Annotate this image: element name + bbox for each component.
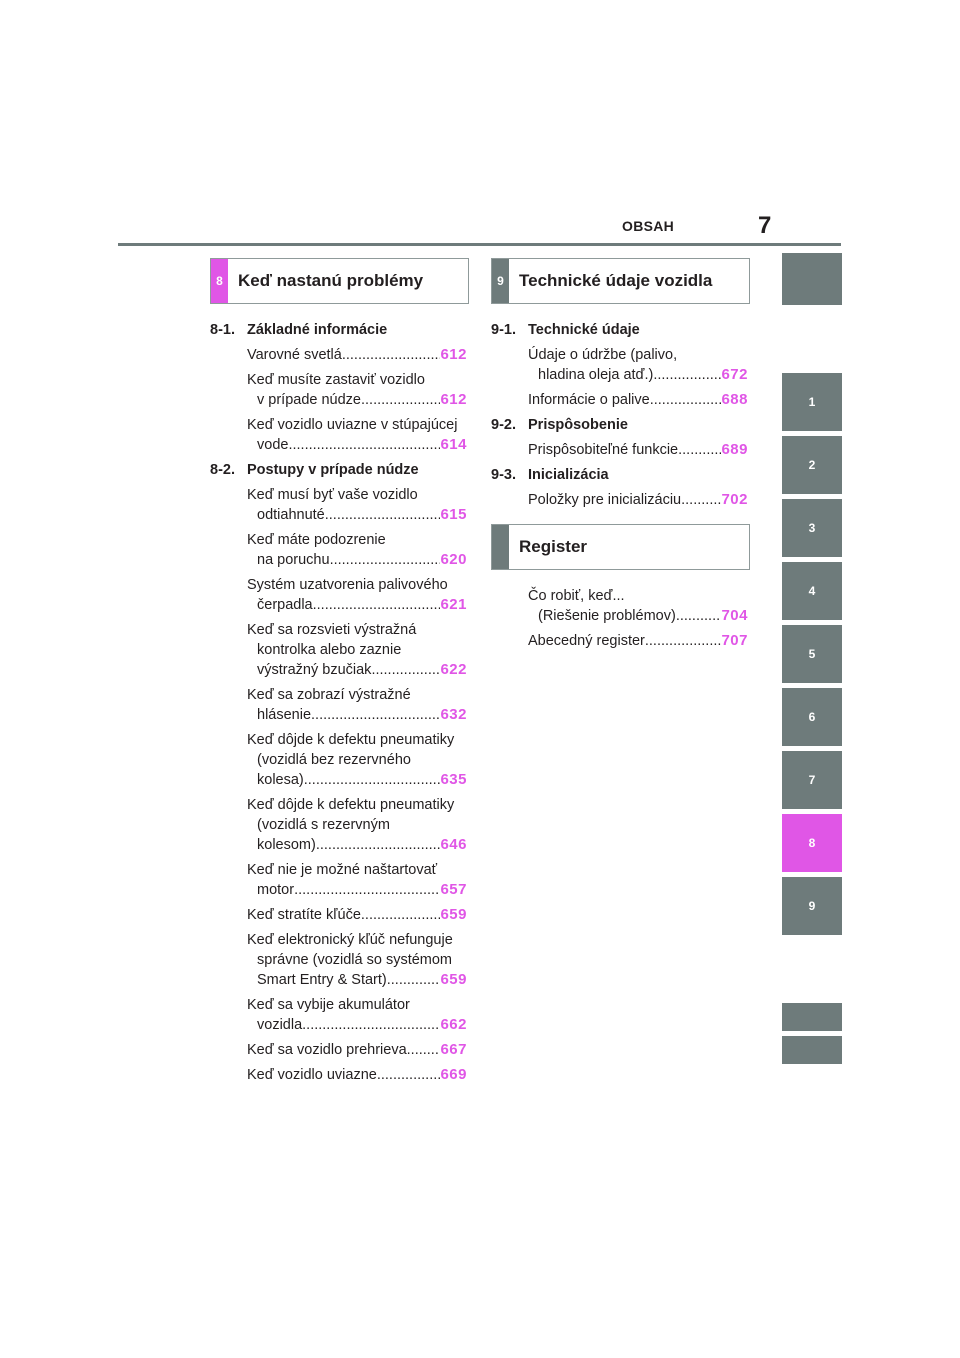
toc-group-heading[interactable] xyxy=(210,460,467,480)
toc-entry-line xyxy=(528,490,748,510)
page-link[interactable]: 659 xyxy=(440,906,467,923)
toc-entry-line xyxy=(247,435,467,455)
section-8-tab: 8 xyxy=(211,259,228,303)
toc-entry[interactable] xyxy=(247,685,467,725)
toc-entry-line xyxy=(528,390,748,410)
dot-leader xyxy=(676,606,722,626)
register-tab xyxy=(492,525,509,569)
toc-entry-text: Položky pre inicializáciu xyxy=(528,492,682,508)
toc-entry-line xyxy=(247,705,467,725)
side-tab-7[interactable]: 7 xyxy=(782,751,842,809)
toc-group-title: Inicializácia xyxy=(528,467,609,483)
toc-entry-text: Keď sa vozidlo prehrieva xyxy=(247,1042,407,1058)
toc-entry-text: Keď elektronický kľúč nefunguje xyxy=(247,932,453,948)
toc-entry-line xyxy=(247,660,467,680)
toc-entry[interactable] xyxy=(247,530,467,570)
toc-group-number: 8-1. xyxy=(210,322,235,338)
section-9-title: Technické údaje vozidla xyxy=(519,271,713,290)
toc-group-heading[interactable] xyxy=(491,320,748,340)
toc-entry-text: Keď vozidlo uviazne xyxy=(247,1067,377,1083)
page-link[interactable]: 702 xyxy=(721,491,748,508)
toc-entry-line xyxy=(247,835,467,855)
side-tab-blank-top[interactable] xyxy=(782,253,842,305)
dot-leader xyxy=(645,631,722,651)
toc-entry-text: na poruchu xyxy=(257,552,330,568)
toc-entry-line xyxy=(528,606,748,626)
toc-entry-text: Keď sa zobrazí výstražné xyxy=(247,687,411,703)
toc-entry-text: Informácie o palive xyxy=(528,392,650,408)
dot-leader xyxy=(387,970,441,990)
side-tab-4[interactable]: 4 xyxy=(782,562,842,620)
side-tab-6[interactable]: 6 xyxy=(782,688,842,746)
toc-group-number: 9-3. xyxy=(491,467,516,483)
toc-entry-text: v prípade núdze xyxy=(257,392,361,408)
dot-leader xyxy=(361,390,440,410)
dot-leader xyxy=(311,705,440,725)
page-link[interactable]: 662 xyxy=(440,1016,467,1033)
page-link[interactable]: 689 xyxy=(721,441,748,458)
toc-entry[interactable] xyxy=(528,586,748,626)
page-link[interactable]: 620 xyxy=(440,551,467,568)
page-link[interactable]: 704 xyxy=(721,607,748,624)
toc-entry-text: hlásenie xyxy=(257,707,312,723)
toc-entry-text: Údaje o údržbe (palivo, xyxy=(528,347,678,363)
dot-leader xyxy=(407,1040,441,1060)
dot-leader xyxy=(377,1065,441,1085)
toc-entry-line xyxy=(528,365,748,385)
toc-entry-text: Prispôsobiteľné funkcie xyxy=(528,442,679,458)
toc-entry-text: Keď musí byť vaše vozidlo xyxy=(247,487,418,503)
toc-entry[interactable] xyxy=(528,440,748,460)
toc-entry-text: vode xyxy=(257,437,289,453)
toc-entry-text: výstražný bzučiak xyxy=(257,662,372,678)
side-tab-2[interactable]: 2 xyxy=(782,436,842,494)
dot-leader xyxy=(678,440,721,460)
page-number: 7 xyxy=(758,212,772,239)
toc-entry-line xyxy=(247,1065,467,1085)
toc-entry[interactable] xyxy=(247,485,467,525)
toc-entry[interactable] xyxy=(528,345,748,385)
toc-entry-text: kolesa) xyxy=(257,772,304,788)
dot-leader xyxy=(325,505,441,525)
toc-entry-text: Varovné svetlá xyxy=(247,347,342,363)
toc-entry[interactable] xyxy=(528,490,748,510)
section-8-title: Keď nastanú problémy xyxy=(238,271,424,290)
toc-entry-text: Keď vozidlo uviazne v stúpajúcej xyxy=(247,417,458,433)
toc-group-title: Prispôsobenie xyxy=(528,417,628,433)
section-9-tab: 9 xyxy=(492,259,509,303)
register-header xyxy=(491,524,750,570)
toc-left xyxy=(210,320,467,1090)
toc-entry-text: kontrolka alebo zaznie xyxy=(257,642,402,658)
toc-entry-text: vozidla xyxy=(257,1017,303,1033)
side-tab-blank-bottom-2[interactable] xyxy=(782,1036,842,1064)
toc-entry-line xyxy=(528,631,748,651)
toc-register xyxy=(491,586,748,656)
toc-entry-text: kolesom) xyxy=(257,837,316,853)
toc-entry-line xyxy=(247,1040,467,1060)
toc-entry-line xyxy=(247,550,467,570)
toc-entry-text: hladina oleja atď.) xyxy=(538,367,654,383)
toc-entry-text: Keď musíte zastaviť vozidlo xyxy=(247,372,425,388)
toc-entry[interactable] xyxy=(247,345,467,365)
toc-entry[interactable] xyxy=(247,795,467,855)
toc-entry[interactable] xyxy=(247,730,467,790)
toc-group-number: 8-2. xyxy=(210,462,235,478)
page-link[interactable]: 657 xyxy=(440,881,467,898)
toc-entry-text: (Riešenie problémov) xyxy=(538,608,676,624)
toc-entry-text: Smart Entry & Start) xyxy=(257,972,387,988)
page-link[interactable]: 669 xyxy=(440,1066,467,1083)
dot-leader xyxy=(313,595,441,615)
side-tab-5[interactable]: 5 xyxy=(782,625,842,683)
toc-entry[interactable] xyxy=(247,620,467,680)
toc-entry-text: Keď sa vybije akumulátor xyxy=(247,997,410,1013)
toc-entry-line xyxy=(247,390,467,410)
page-link[interactable]: 612 xyxy=(440,391,467,408)
header-title: OBSAH xyxy=(622,218,675,234)
toc-entry[interactable] xyxy=(247,930,467,990)
toc-entry-text: Keď stratíte kľúče xyxy=(247,907,361,923)
dot-leader xyxy=(342,345,441,365)
toc-entry-line xyxy=(247,345,467,365)
section-8-header xyxy=(210,258,469,304)
toc-entry-text: Keď sa rozsvieti výstražná xyxy=(247,622,417,638)
page-link[interactable]: 646 xyxy=(440,836,467,853)
toc-group-heading[interactable] xyxy=(491,465,748,485)
page-link[interactable]: 707 xyxy=(721,632,748,649)
toc-entry-text: Keď dôjde k defektu pneumatiky xyxy=(247,732,455,748)
page-link[interactable]: 621 xyxy=(440,596,467,613)
page-link[interactable]: 688 xyxy=(721,391,748,408)
toc-entry-text: (vozidlá s rezervným xyxy=(257,817,390,833)
toc-entry-text: čerpadla xyxy=(257,597,313,613)
toc-entry-line xyxy=(247,595,467,615)
toc-entry-line xyxy=(247,880,467,900)
toc-entry-text: správne (vozidlá so systémom xyxy=(257,952,453,968)
toc-entry[interactable] xyxy=(247,860,467,900)
dot-leader xyxy=(316,835,441,855)
toc-group-number: 9-1. xyxy=(491,322,516,338)
dot-leader xyxy=(361,905,441,925)
dot-leader xyxy=(302,1015,440,1035)
toc-right xyxy=(491,320,748,515)
toc-group-title: Základné informácie xyxy=(247,322,388,338)
toc-entry-text: Keď máte podozrenie xyxy=(247,532,386,548)
page-link[interactable]: 635 xyxy=(440,771,467,788)
toc-group-heading[interactable] xyxy=(491,415,748,435)
side-tab-8[interactable]: 8 xyxy=(782,814,842,872)
toc-entry-text: motor xyxy=(257,882,295,898)
register-title: Register xyxy=(519,537,588,556)
toc-entry[interactable] xyxy=(528,390,748,410)
page-link[interactable]: 622 xyxy=(440,661,467,678)
dot-leader xyxy=(681,490,721,510)
toc-group-heading[interactable] xyxy=(210,320,467,340)
toc-entry-line xyxy=(247,505,467,525)
page-link[interactable]: 614 xyxy=(440,436,467,453)
side-tab-3[interactable]: 3 xyxy=(782,499,842,557)
toc-entry[interactable] xyxy=(247,415,467,455)
page-link[interactable]: 672 xyxy=(721,366,748,383)
toc-entry[interactable] xyxy=(247,1040,467,1060)
toc-entry-text: Systém uzatvorenia palivového xyxy=(247,577,448,593)
toc-group-number: 9-2. xyxy=(491,417,516,433)
page-link[interactable]: 667 xyxy=(440,1041,467,1058)
toc-entry-line xyxy=(528,440,748,460)
dot-leader xyxy=(653,365,721,385)
toc-entry-line xyxy=(247,770,467,790)
toc-entry[interactable] xyxy=(247,995,467,1035)
page-link[interactable]: 659 xyxy=(440,971,467,988)
header-divider xyxy=(118,243,841,246)
section-9-header xyxy=(491,258,750,304)
dot-leader xyxy=(650,390,722,410)
toc-entry[interactable] xyxy=(247,905,467,925)
dot-leader xyxy=(288,435,440,455)
toc-entry-line xyxy=(247,905,467,925)
toc-entry-text: Keď nie je možné naštartovať xyxy=(247,862,438,878)
toc-entry[interactable] xyxy=(247,575,467,615)
toc-entry[interactable] xyxy=(528,631,748,651)
toc-entry[interactable] xyxy=(247,1065,467,1085)
toc-entry-text: Abecedný register xyxy=(528,633,645,649)
page-link[interactable]: 612 xyxy=(440,346,467,363)
toc-entry[interactable] xyxy=(247,370,467,410)
side-tab-1[interactable]: 1 xyxy=(782,373,842,431)
toc-entry-text: Čo robiť, keď... xyxy=(528,588,625,604)
dot-leader xyxy=(294,880,440,900)
toc-group-title: Technické údaje xyxy=(528,322,640,338)
toc-entry-line xyxy=(247,970,467,990)
toc-entry-text: Keď dôjde k defektu pneumatiky xyxy=(247,797,455,813)
toc-entry-text: odtiahnuté xyxy=(257,507,325,523)
dot-leader xyxy=(371,660,440,680)
toc-entry-line xyxy=(247,1015,467,1035)
page-link[interactable]: 615 xyxy=(440,506,467,523)
toc-group-title: Postupy v prípade núdze xyxy=(247,462,419,478)
toc-entry-text: (vozidlá bez rezervného xyxy=(257,752,411,768)
side-tab-blank-bottom-1[interactable] xyxy=(782,1003,842,1031)
side-tab-9[interactable]: 9 xyxy=(782,877,842,935)
dot-leader xyxy=(330,550,441,570)
page-link[interactable]: 632 xyxy=(440,706,467,723)
dot-leader xyxy=(304,770,441,790)
